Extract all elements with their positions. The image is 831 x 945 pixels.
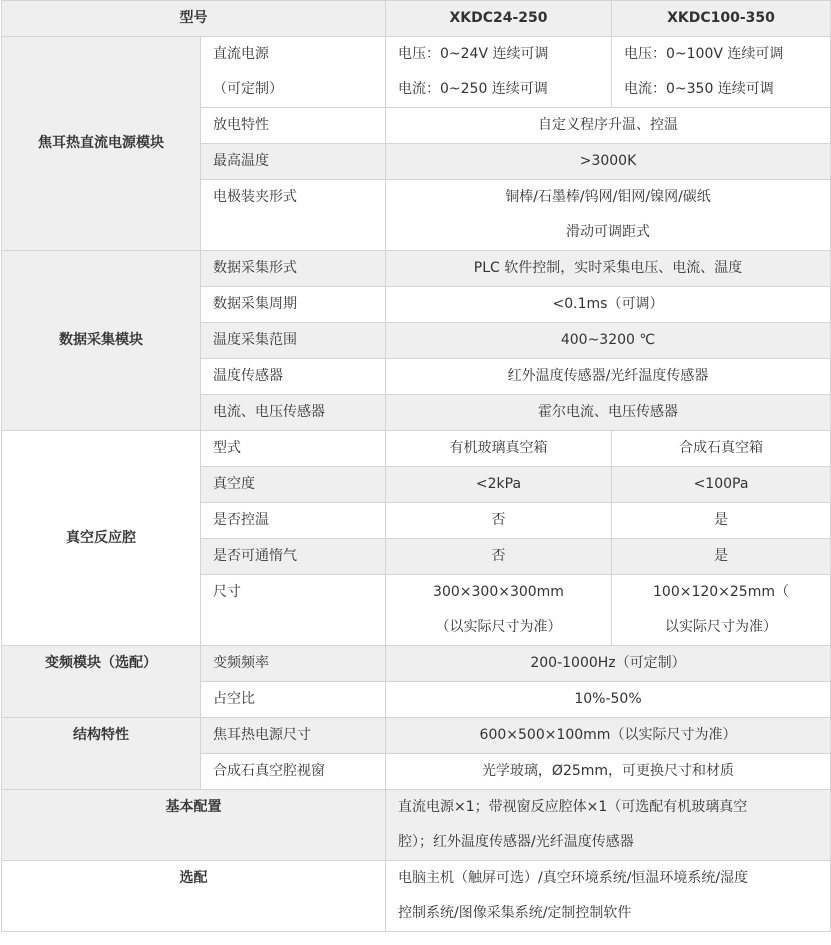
data-row-value: PLC 软件控制，实时采集电压、电流、温度 bbox=[386, 251, 831, 287]
vacuum-row-label: 型式 bbox=[201, 431, 386, 467]
optional-line1: 电脑主机（触屏可选）/真空环境系统/恒温环境系统/湿度 bbox=[398, 870, 749, 886]
vacuum-row-a: 有机玻璃真空箱 bbox=[386, 431, 612, 467]
vacuum-row-b: <100Pa bbox=[612, 467, 831, 503]
size-label bbox=[201, 575, 386, 646]
vacuum-row-label: 真空度 bbox=[201, 467, 386, 503]
size-label-text: 尺寸 bbox=[213, 584, 241, 600]
structure-row-value: 光学玻璃，Ø25mm，可更换尺寸和材质 bbox=[386, 754, 831, 790]
table-row bbox=[2, 718, 831, 754]
model-label: 型号 bbox=[2, 1, 386, 37]
structure-row-value: 600×500×100mm（以实际尺寸为准） bbox=[386, 718, 831, 754]
data-row-value: 霍尔电流、电压传感器 bbox=[386, 395, 831, 431]
freq-row-label: 变频频率 bbox=[201, 646, 386, 682]
size-b-line1: 100×120×25mm（ bbox=[653, 584, 789, 600]
size-a bbox=[386, 575, 612, 646]
table-row bbox=[2, 431, 831, 467]
model-a: XKDC24-250 bbox=[386, 1, 612, 37]
optional-line2: 控制系统/图像采集系统/定制控制软件 bbox=[398, 905, 632, 921]
table-row bbox=[2, 646, 831, 682]
vacuum-row-label: 是否可通惰气 bbox=[201, 539, 386, 575]
vacuum-row-b: 合成石真空箱 bbox=[612, 431, 831, 467]
data-row-label: 温度采集范围 bbox=[201, 323, 386, 359]
structure-name: 结构特性 bbox=[2, 718, 201, 790]
structure-row-label: 合成石真空腔视窗 bbox=[201, 754, 386, 790]
dc-power-label bbox=[201, 37, 386, 108]
structure-row-label: 焦耳热电源尺寸 bbox=[201, 718, 386, 754]
data-row-label: 电流、电压传感器 bbox=[201, 395, 386, 431]
basic-config-line1: 直流电源×1；带视窗反应腔体×1（可选配有机玻璃真空 bbox=[398, 799, 748, 815]
size-a-line1: 300×300×300mm bbox=[433, 584, 564, 600]
header-row bbox=[2, 1, 831, 37]
discharge-label: 放电特性 bbox=[201, 108, 386, 144]
data-row-value: 红外温度传感器/光纤温度传感器 bbox=[386, 359, 831, 395]
electrode-label bbox=[201, 180, 386, 251]
model-b: XKDC100-350 bbox=[612, 1, 831, 37]
basic-config-label-text: 基本配置 bbox=[165, 799, 222, 815]
dc-power-b-line1: 电压：0~100V 连续可调 bbox=[624, 46, 784, 62]
basic-config-label bbox=[2, 790, 386, 861]
basic-config-line2: 腔）；红外温度传感器/光纤温度传感器 bbox=[398, 834, 634, 850]
vacuum-row-label: 是否控温 bbox=[201, 503, 386, 539]
dc-power-a-line2: 电流：0~250 连续可调 bbox=[398, 81, 548, 97]
data-row-value: 400~3200 ℃ bbox=[386, 323, 831, 359]
max-temp-label: 最高温度 bbox=[201, 144, 386, 180]
electrode-label-text: 电极装夹形式 bbox=[213, 189, 297, 205]
vacuum-module-name: 真空反应腔 bbox=[2, 431, 201, 646]
electrode-value-line2: 滑动可调距式 bbox=[566, 224, 650, 240]
vacuum-row-a: 否 bbox=[386, 539, 612, 575]
size-a-line2: （以实际尺寸为准） bbox=[435, 619, 562, 635]
joule-module-name: 焦耳热直流电源模块 bbox=[2, 37, 201, 251]
electrode-value bbox=[386, 180, 831, 251]
data-row-label: 数据采集周期 bbox=[201, 287, 386, 323]
table-row bbox=[2, 251, 831, 287]
size-b-line2: 以实际尺寸为准） bbox=[665, 619, 777, 635]
freq-row-value: 10%-50% bbox=[386, 682, 831, 718]
freq-row-value: 200-1000Hz（可定制） bbox=[386, 646, 831, 682]
data-row-label: 温度传感器 bbox=[201, 359, 386, 395]
dc-power-b bbox=[612, 37, 831, 108]
freq-module-name: 变频模块（选配） bbox=[2, 646, 201, 718]
dc-power-a bbox=[386, 37, 612, 108]
data-row-label: 数据采集形式 bbox=[201, 251, 386, 287]
max-temp-value: >3000K bbox=[386, 144, 831, 180]
dc-power-a-line1: 电压：0~24V 连续可调 bbox=[398, 46, 549, 62]
spec-table bbox=[1, 0, 831, 932]
vacuum-row-b: 是 bbox=[612, 503, 831, 539]
dc-power-b-line2: 电流：0~350 连续可调 bbox=[624, 81, 774, 97]
discharge-value: 自定义程序升温、控温 bbox=[386, 108, 831, 144]
optional-value bbox=[386, 861, 831, 932]
table-row bbox=[2, 37, 831, 108]
vacuum-row-b: 是 bbox=[612, 539, 831, 575]
vacuum-row-a: 否 bbox=[386, 503, 612, 539]
data-row-value: <0.1ms（可调） bbox=[386, 287, 831, 323]
optional-label-text: 选配 bbox=[179, 870, 208, 886]
vacuum-row-a: <2kPa bbox=[386, 467, 612, 503]
size-b bbox=[612, 575, 831, 646]
data-module-name: 数据采集模块 bbox=[2, 251, 201, 431]
basic-config-value bbox=[386, 790, 831, 861]
optional-label bbox=[2, 861, 386, 932]
dc-power-label-line1: 直流电源 bbox=[213, 46, 269, 62]
dc-power-label-line2: （可定制） bbox=[213, 81, 283, 97]
electrode-value-line1: 铜棒/石墨棒/钨网/钼网/镍网/碳纸 bbox=[505, 189, 711, 205]
freq-row-label: 占空比 bbox=[201, 682, 386, 718]
